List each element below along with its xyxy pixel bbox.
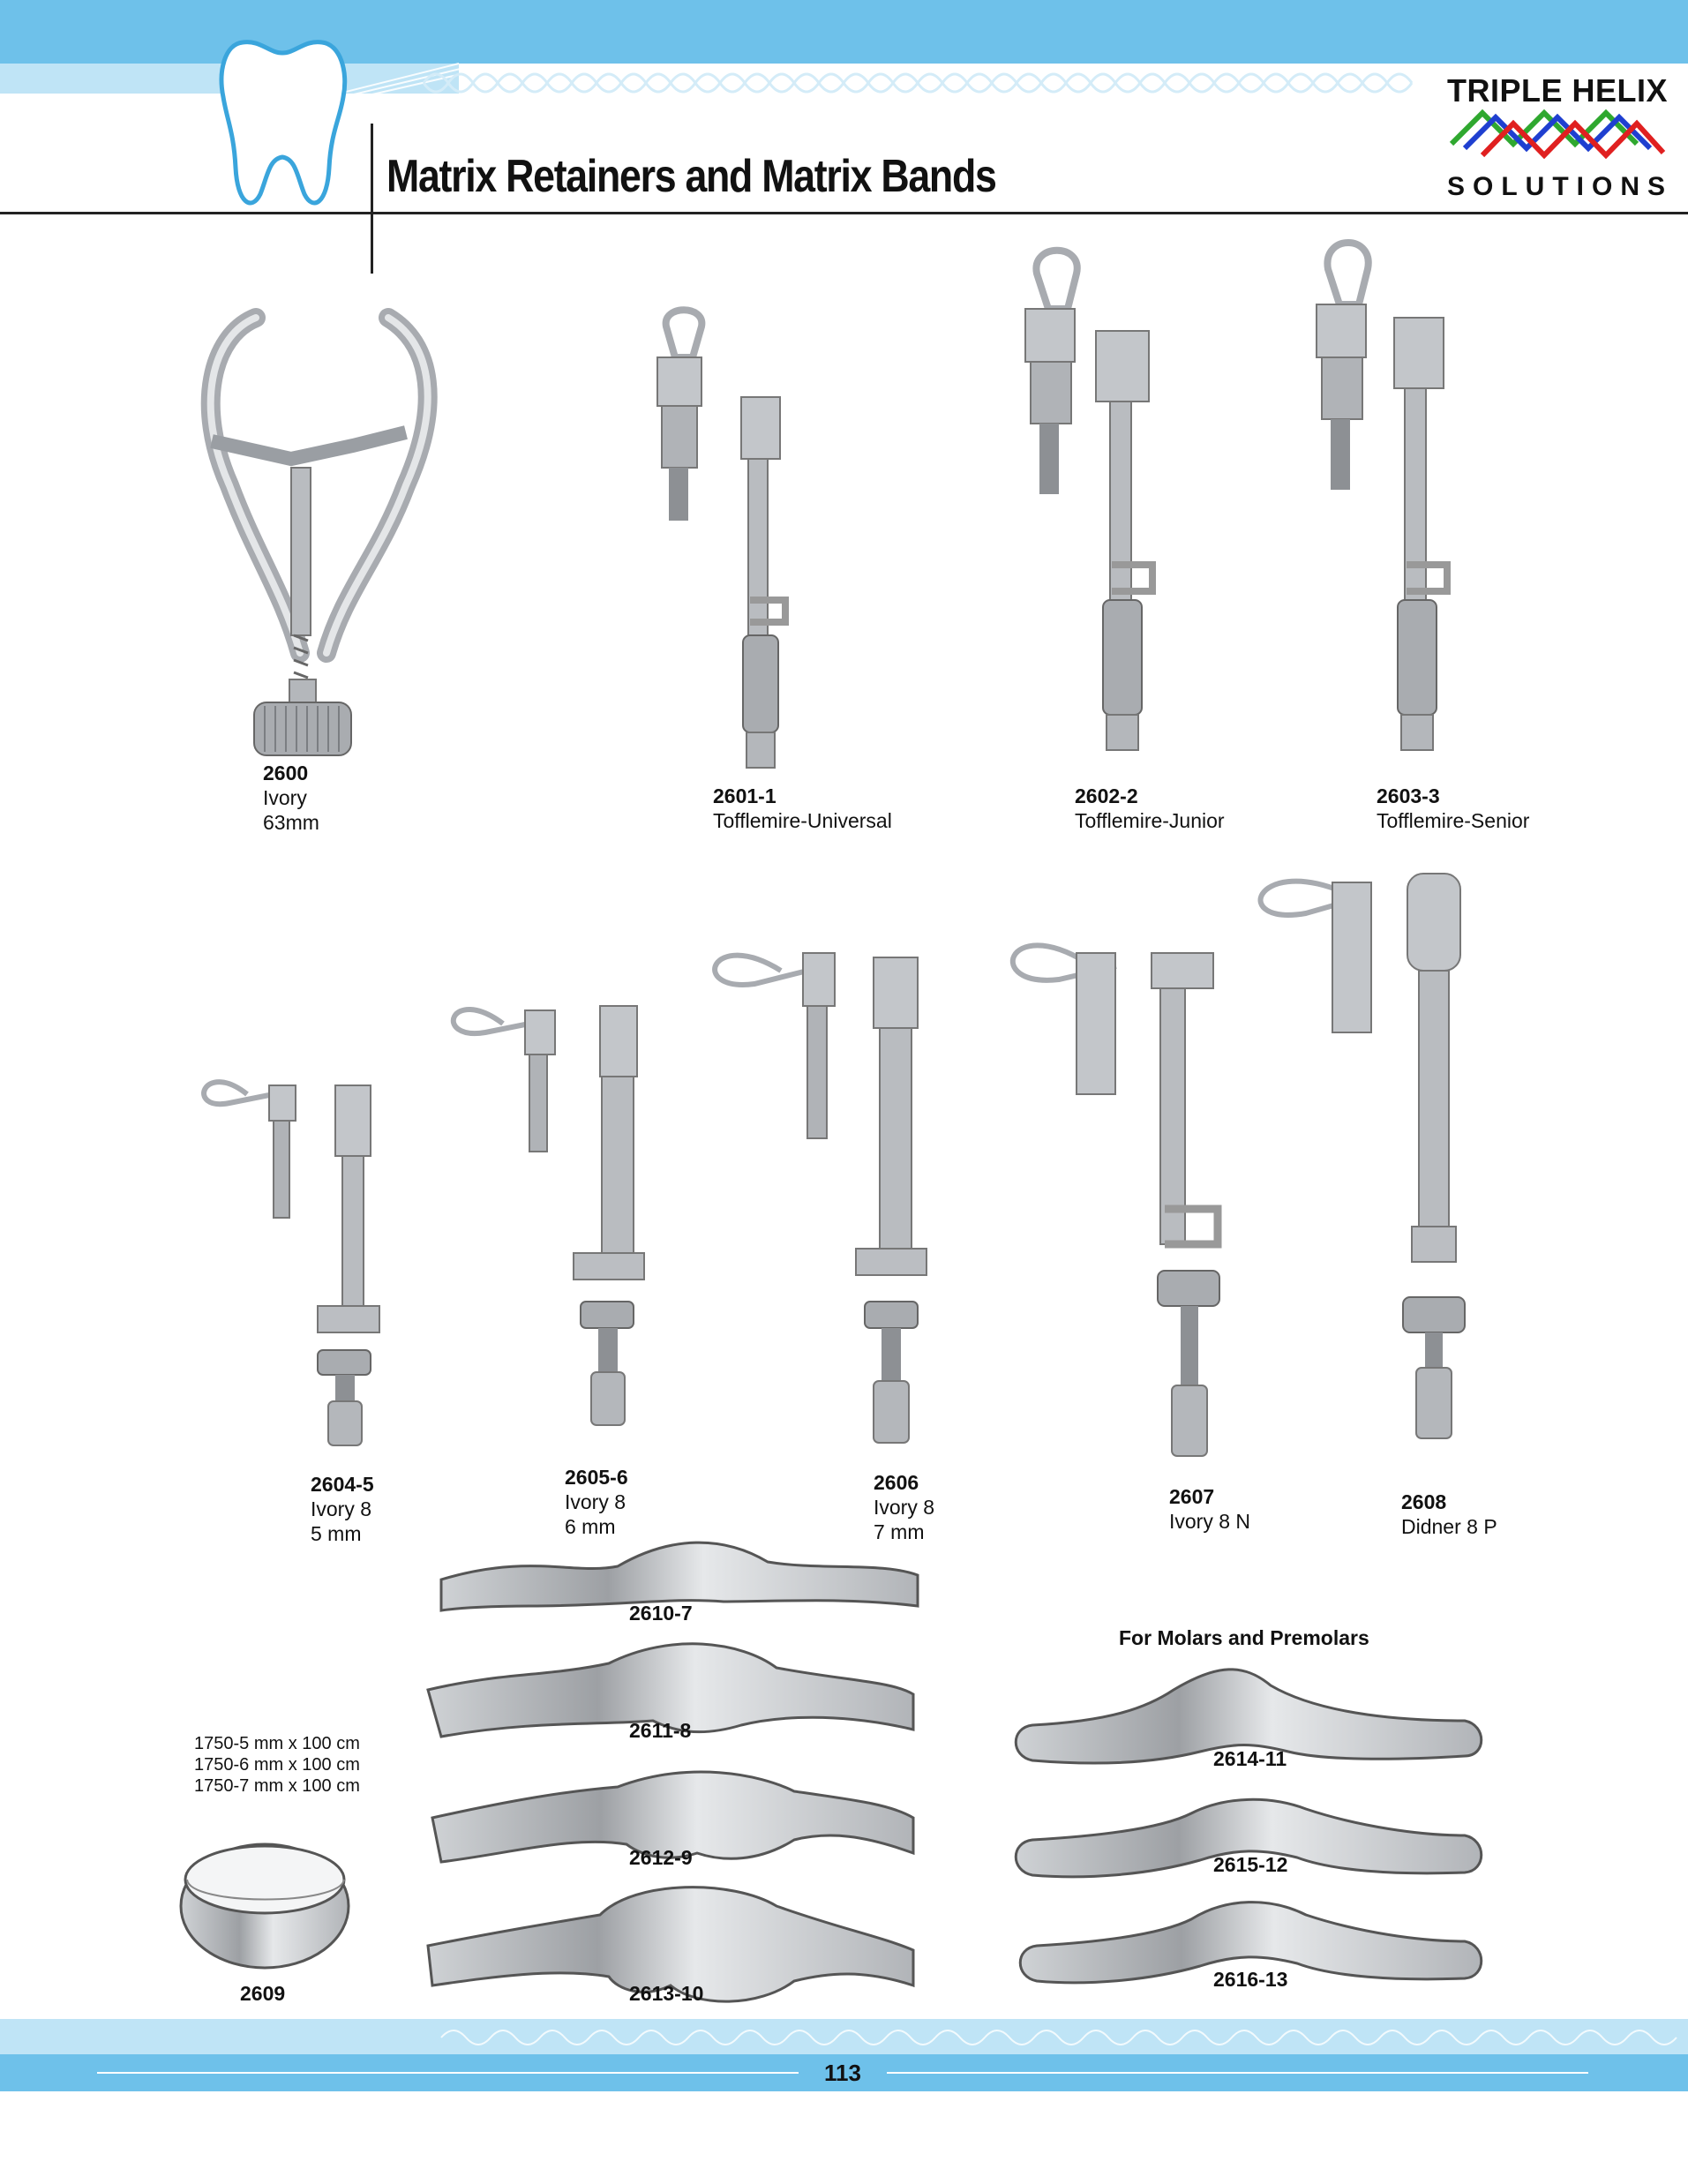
- product-desc: Tofflemire-Junior: [1075, 809, 1225, 832]
- band-2611-8-label: 2611-8: [629, 1719, 692, 1742]
- ring-spec: 1750-5 mm x 100 cm: [194, 1734, 360, 1753]
- product-code: 2604-5: [311, 1473, 374, 1496]
- product-desc: Tofflemire-Universal: [713, 809, 892, 832]
- product-desc: 63mm: [263, 811, 319, 834]
- product-desc: Tofflemire-Senior: [1377, 809, 1530, 832]
- product-code: 2600: [263, 762, 309, 784]
- product-desc: Ivory 8: [565, 1490, 626, 1513]
- product-code: 2601-1: [713, 784, 776, 807]
- band-2614-11-label: 2614-11: [1213, 1747, 1287, 1770]
- page-number-box: [799, 2054, 887, 2091]
- logo-text-top: TRIPLE HELIX: [1447, 72, 1669, 109]
- ring-2609-shape: [181, 1844, 349, 1968]
- product-desc: Ivory 8 N: [1169, 1510, 1251, 1533]
- product-code: 2607: [1169, 1485, 1215, 1508]
- ring-spec: 1750-7 mm x 100 cm: [194, 1776, 360, 1796]
- product-code: 2606: [874, 1471, 919, 1494]
- band-2616-13-label: 2616-13: [1213, 1968, 1288, 1991]
- product-code: 2603-3: [1377, 784, 1440, 807]
- band-2610-7-label: 2610-7: [629, 1602, 693, 1625]
- product-code: 2605-6: [565, 1466, 628, 1489]
- product-desc: Didner 8 P: [1401, 1515, 1497, 1538]
- product-code: 2608: [1401, 1490, 1447, 1513]
- ring-spec: 1750-6 mm x 100 cm: [194, 1755, 360, 1775]
- product-desc: 6 mm: [565, 1515, 616, 1538]
- product-desc: Ivory: [263, 786, 307, 809]
- product-code: 2602-2: [1075, 784, 1138, 807]
- footer-wave-pattern: [441, 2023, 1677, 2053]
- product-desc: Ivory 8: [874, 1496, 935, 1519]
- page-title: Matrix Retainers and Matrix Bands: [386, 151, 996, 202]
- ring-2609-label: 2609: [240, 1982, 286, 2005]
- band-2615-12-label: 2615-12: [1213, 1853, 1288, 1876]
- band-2610-7-shape: [441, 1542, 918, 1610]
- band-2613-10-label: 2613-10: [629, 1982, 704, 2005]
- band-2612-9-label: 2612-9: [629, 1846, 693, 1869]
- product-desc: Ivory 8: [311, 1497, 372, 1520]
- product-desc: 7 mm: [874, 1520, 925, 1543]
- logo-text-bottom: SOLUTIONS: [1447, 172, 1674, 201]
- page-number: 113: [824, 2060, 861, 2086]
- ring-spec-list: [194, 1733, 360, 1797]
- molars-premolars-heading: For Molars and Premolars: [1119, 1626, 1369, 1649]
- product-desc: 5 mm: [311, 1522, 362, 1545]
